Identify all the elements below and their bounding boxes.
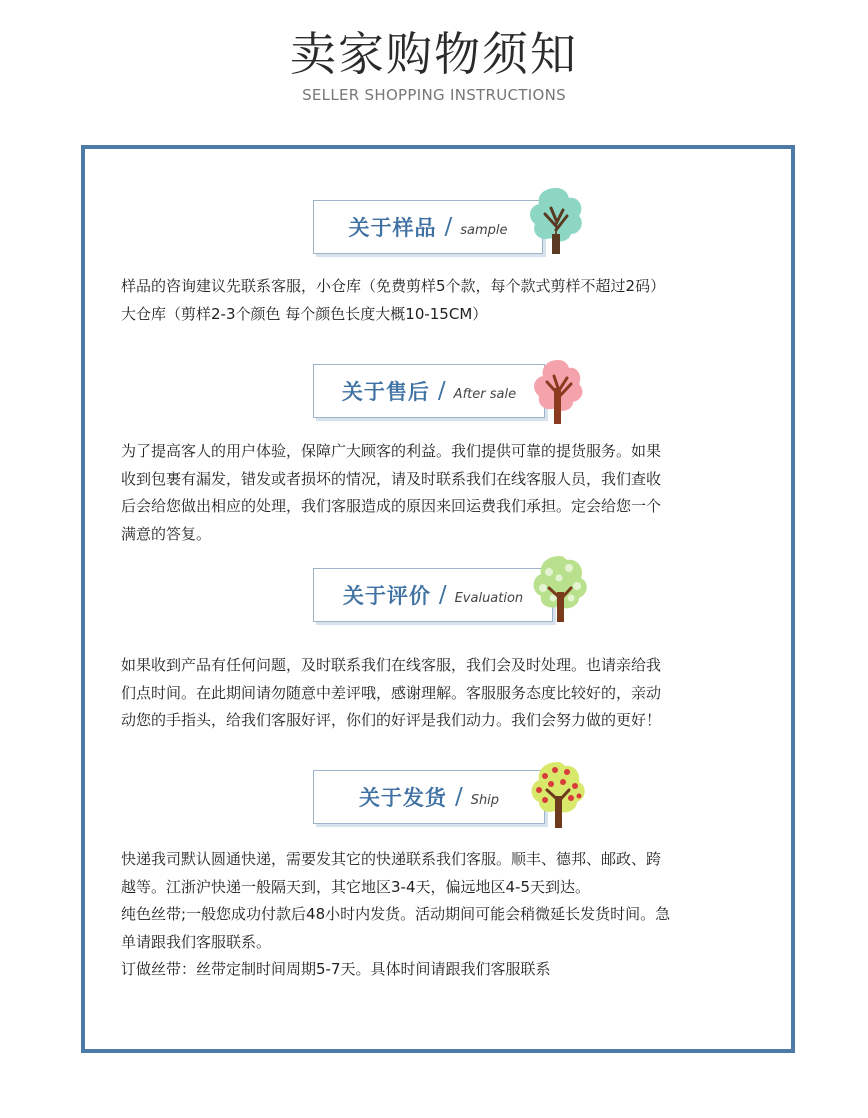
section-subtitle: sample [460, 222, 508, 238]
section-title: 关于样品 [348, 216, 437, 240]
page-subtitle: SELLER SHOPPING INSTRUCTIONS [302, 86, 566, 104]
section-header-after-sale [313, 364, 593, 420]
section-title: 关于发货 [358, 786, 447, 810]
body-line: 们点时间。在此期间请勿随意中差评哦，感谢理解。客服服务态度比较好的，亲动 [121, 683, 662, 702]
section-subtitle: Ship [470, 792, 500, 808]
body-line: 订做丝带：丝带定制时间周期5-7天。具体时间请跟我们客服联系 [121, 960, 551, 978]
section-title-separator: / [454, 784, 463, 810]
section-body-ship [121, 846, 761, 984]
body-line: 单请跟我们客服联系。 [121, 932, 272, 951]
section-body-sample [121, 273, 761, 328]
body-line: 快递我司默认圆通快递，需要发其它的快递联系我们客服。顺丰、德邦、邮政、跨 [121, 850, 662, 868]
body-line: 收到包裹有漏发，错发或者损坏的情况，请及时联系我们在线客服人员，我们查收 [121, 469, 662, 488]
body-line: 动您的手指头，给我们客服好评，你们的好评是我们动力。我们会努力做的更好！ [121, 711, 662, 729]
body-line: 纯色丝带;一般您成功付款后48小时内发货。活动期间可能会稍微延长发货时间。急 [121, 905, 671, 923]
page-title: 卖家购物须知 [290, 27, 578, 81]
body-line: 越等。江浙沪快递一般隔天到，其它地区3-4天，偏远地区4-5天到达。 [121, 877, 591, 896]
section-title-separator: / [444, 214, 453, 240]
light-green-dotted-tree-icon [527, 552, 593, 624]
section-header-sample [313, 200, 593, 256]
section-body-after-sale [121, 438, 761, 548]
section-title-separator: / [438, 582, 447, 608]
fruit-tree-icon [525, 758, 591, 830]
body-line: 样品的咨询建议先联系客服，小仓库（免费剪样5个款，每个款式剪样不超过2码） [121, 277, 666, 295]
section-title: 关于评价 [342, 584, 431, 608]
section-title-box [313, 200, 543, 254]
body-line: 如果收到产品有任何问题，及时联系我们在线客服，我们会及时处理。也请亲给我 [121, 656, 662, 674]
section-header-evaluation [313, 568, 603, 624]
pink-tree-icon [525, 354, 591, 426]
body-line: 大仓库（剪样2-3个颜色 每个颜色长度大概10-15CM） [121, 304, 488, 323]
section-title-box [313, 770, 545, 824]
section-title-box [313, 364, 545, 418]
body-line: 为了提高客人的用户体验，保障广大顾客的利益。我们提供可靠的提货服务。如果 [121, 442, 662, 460]
section-subtitle: After sale [453, 386, 517, 402]
body-line: 满意的答复。 [121, 524, 212, 543]
section-title-separator: / [437, 378, 446, 404]
green-tree-icon [523, 184, 589, 256]
section-body-evaluation [121, 652, 761, 735]
section-title-box [313, 568, 553, 622]
body-line: 后会给您做出相应的处理，我们客服造成的原因来回运费我们承担。定会给您一个 [121, 497, 662, 515]
section-header-ship [313, 770, 593, 826]
section-subtitle: Evaluation [454, 590, 524, 606]
section-title: 关于售后 [341, 380, 430, 404]
